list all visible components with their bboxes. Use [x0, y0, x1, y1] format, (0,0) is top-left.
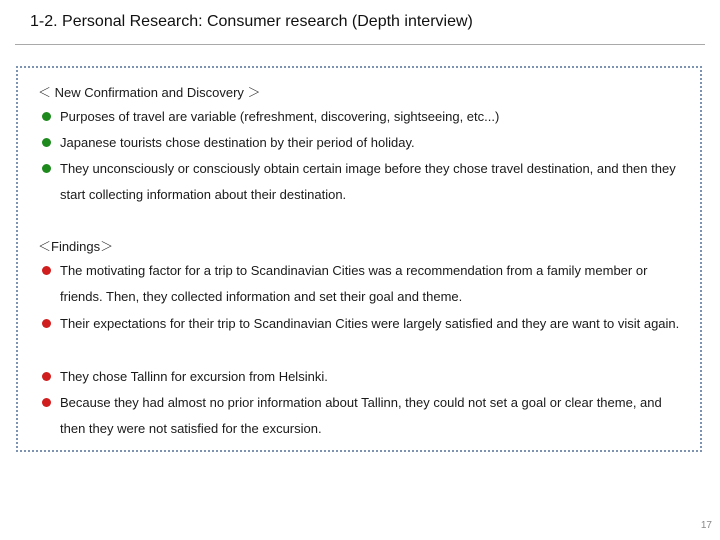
title-divider	[15, 44, 705, 45]
bullet-dot-icon	[42, 372, 51, 381]
findings-item-text: Because they had almost no prior information about Tallinn, they could not set a goal or clear theme, and then they were not satisfied for the excursion.	[60, 395, 662, 436]
confirmation-heading: ＜ New Confirmation and Discovery ＞	[38, 85, 261, 100]
bullet-dot-icon	[42, 266, 51, 275]
findings-item-text: The motivating factor for a trip to Scandinavian Cities was a recommendation from a family member or friends. Then, they collected information and set their goal and theme.	[60, 263, 648, 304]
findings-heading: ＜Findings＞	[38, 239, 114, 254]
bullet-dot-icon	[42, 138, 51, 147]
page-number: 17	[700, 520, 712, 531]
findings-item	[42, 258, 692, 310]
confirmation-item-text: Purposes of travel are variable (refreshment, discovering, sightseeing, etc...)	[60, 109, 500, 124]
confirmation-item-text: They unconsciously or consciously obtain certain image before they chose travel destination, and then they start collecting information about their destination.	[60, 161, 676, 202]
bullet-dot-icon	[42, 398, 51, 407]
findings-item	[42, 311, 692, 363]
bullet-dot-icon	[42, 319, 51, 328]
findings-item	[42, 390, 692, 442]
page-title: 1-2. Personal Research: Consumer research (Depth interview)	[30, 13, 473, 30]
confirmation-item	[42, 156, 692, 208]
findings-item-text: Their expectations for their trip to Scandinavian Cities were largely satisfied and they are want to visit again.	[60, 316, 680, 331]
findings-item-text: They chose Tallinn for excursion from Helsinki.	[60, 369, 328, 384]
bullet-dot-icon	[42, 164, 51, 173]
confirmation-item-text: Japanese tourists chose destination by their period of holiday.	[60, 135, 415, 150]
bullet-dot-icon	[42, 112, 51, 121]
